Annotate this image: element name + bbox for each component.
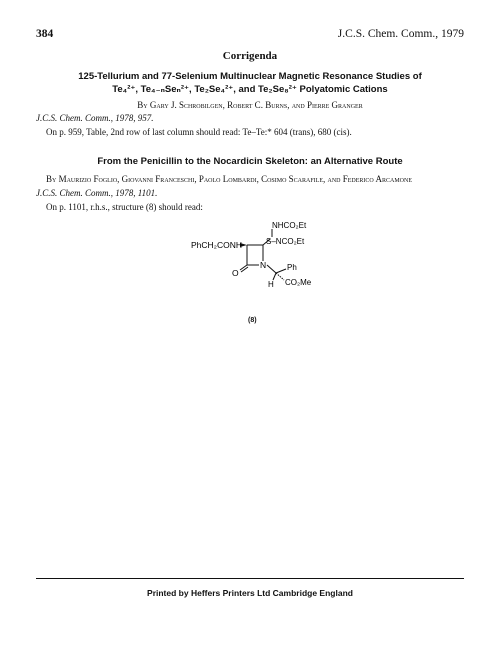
article2-title: From the Penicillin to the Nocardicin Skeleton: an Alternative Route [97, 156, 403, 167]
article1-authors: By Gary J. Schrobilgen, Robert C. Burns, and Pierre Granger [137, 100, 363, 110]
article2-correction: On p. 1101, r.h.s., structure (8) should read: [46, 202, 203, 212]
phenyl-label: Ph [287, 263, 297, 272]
s-nco2et-label: S–NCO₂Et [266, 237, 305, 246]
co2me-label: CO₂Me [285, 278, 312, 287]
ester-hash-bond [276, 273, 284, 280]
page-number: 384 [36, 28, 54, 40]
nitrogen-label: N [260, 260, 267, 270]
amide-label: PhCH₂CONH [191, 240, 242, 250]
ph-bond [276, 269, 286, 273]
carbonyl-bond-b [241, 267, 248, 272]
article1-title-line2: Te₄²⁺, Te₄₋ₙSeₙ²⁺, Te₂Se₄²⁺, and Te₂Se₈²⁺ Polyatomic Cations [112, 84, 388, 95]
oxygen-label: O [232, 268, 239, 278]
structure-caption: (8) [248, 317, 257, 324]
journal-name: J.C.S. Chem. Comm., 1979 [337, 28, 464, 40]
printer-footer: Printed by Heffers Printers Ltd Cambridge England [147, 588, 353, 598]
n-side-bond [267, 265, 276, 273]
article2-authors: By Maurizio Foglio, Giovanni Franceschi, Paolo Lombardi, Cosimo Scarafile, and Federico Arcamone [46, 174, 413, 184]
article2-citation: J.C.S. Chem. Comm., 1978, 1101. [36, 188, 158, 198]
hydrogen-label: H [268, 280, 274, 289]
article1-correction: On p. 959, Table, 2nd row of last column should read: Te–Te:* 604 (trans), 680 (cis). [46, 127, 352, 137]
h-bond [273, 273, 276, 280]
journal-header [338, 28, 464, 40]
section-title: Corrigenda [222, 50, 278, 62]
article1-citation: J.C.S. Chem. Comm., 1978, 957. [36, 113, 154, 123]
structure-8-diagram [190, 220, 340, 302]
footer-divider [36, 578, 464, 579]
carbonyl-bond-a [240, 265, 247, 270]
nhco2et-label: NHCO₂Et [272, 221, 307, 230]
article1-title-line1: 125-Tellurium and 77-Selenium Multinuclear Magnetic Resonance Studies of [78, 71, 422, 82]
